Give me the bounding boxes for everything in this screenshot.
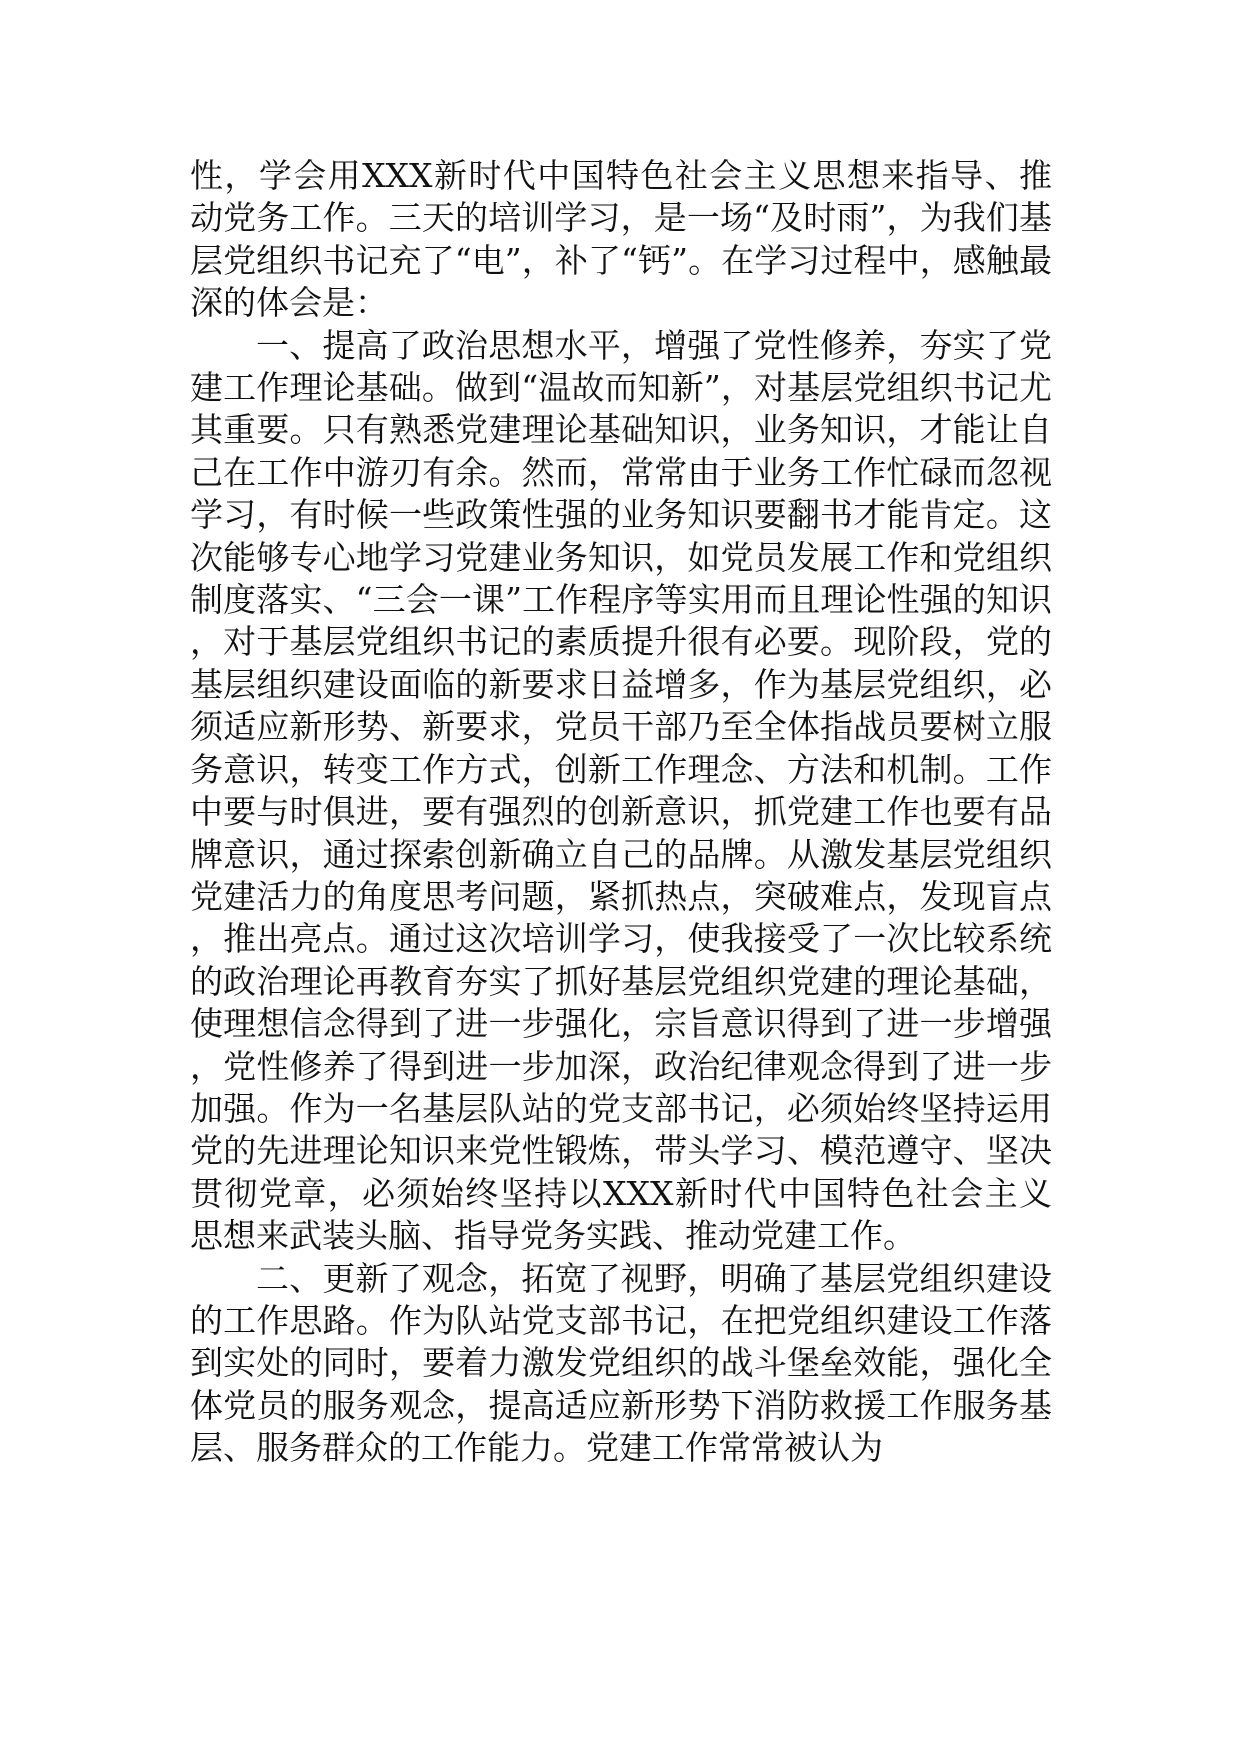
section-one-heading: 一、提高了政治思想水平，增强了党性修养，夯实了党建工作理论基础。	[190, 325, 1052, 408]
section-two-heading: 二、更新了观念，拓宽了视野，明确了基层党组织建设的工作思路。	[190, 1258, 1052, 1340]
paragraph-section-two	[190, 1258, 1052, 1470]
section-two-body: 作为队站党支部书记，在把党组织建设工作落到实处的同时，要着力激发党组织的战斗堡垒效能，强化全体党员的服务观念，提高适应新形势下消防救援工作服务基层、服务群众的工作能力。党建工作常常被认为	[190, 1300, 1053, 1468]
document-page	[190, 155, 1052, 1470]
section-one-body: 做到“温故而知新”，对基层党组织书记尤其重要。只有熟悉党建理论基础知识，业务知识，才能让自己在工作中游刃有余。然而，常常由于业务工作忙碌而忽视学习，有时候一些政策性强的业务知识要翻书才能肯定。这次能够专心地学习党建业务知识，如党员发展工作和党组织制度落实、“三会一课”工作程序等实用而且理论性强的知识，对于基层党组织书记的素质提升很有必要。现阶段，党的基层组织建设面临的新要求日益增多，作为基层党组织，必须适应新形势、新要求，党员干部乃至全体指战员要树立服务意识，转变工作方式，创新工作理念、方法和机制。工作中要与时俱进，要有强烈的创新意识，抓党建工作也要有品牌意识，通过探索创新确立自己的品牌。从激发基层党组织党建活力的角度思考问题，紧抓热点，突破难点，发现盲点，推出亮点。通过这次培训学习，使我接受了一次比较系统的政治理论再教育夯实了抓好基层党组织党建的理论基础，使理想信念得到了进一步强化，宗旨意识得到了进一步增强，党性修养了得到进一步加深，政治纪律观念得到了进一步加强。作为一名基层队站的党支部书记，必须始终坚持运用党的先进理论知识来党性锻炼，带头学习、模范遵守、坚决贯彻党章，必须始终坚持以XXX新时代中国特色社会主义思想来武装头脑、指导党务实践、推动党建工作。	[190, 368, 1052, 1256]
paragraph-continuation: 性，学会用XXX新时代中国特色社会主义思想来指导、推动党务工作。三天的培训学习，是一场“及时雨”，为我们基层党组织书记充了“电”，补了“钙”。在学习过程中，感触最深的体会是：	[190, 156, 1052, 323]
paragraph-section-one	[190, 325, 1052, 1258]
